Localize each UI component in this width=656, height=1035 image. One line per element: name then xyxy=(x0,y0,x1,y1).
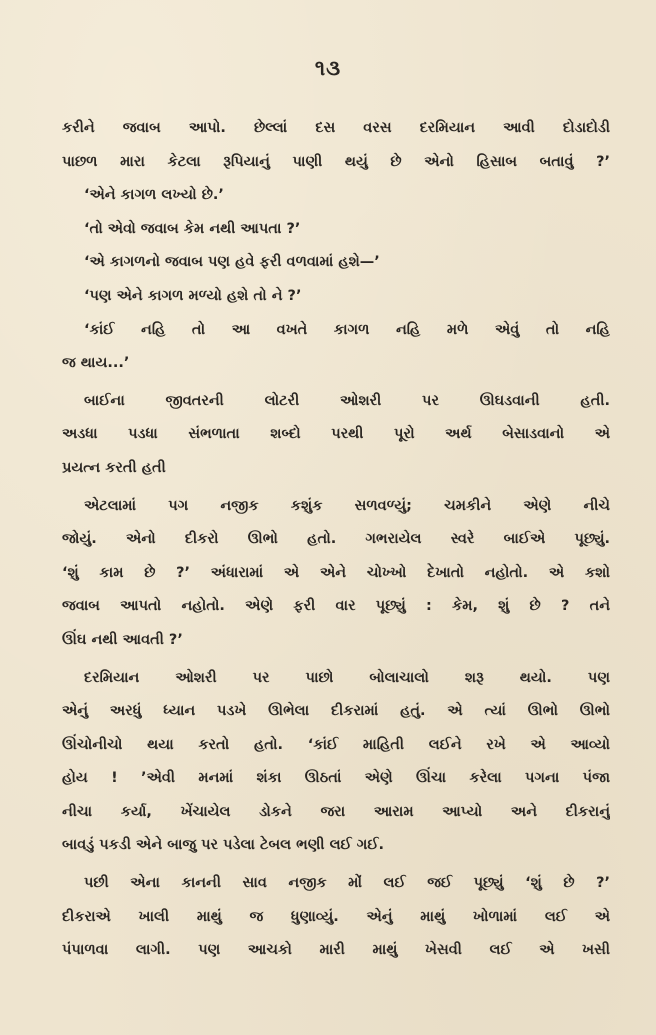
text-line: ‘પણ એને કાગળ મળ્યો હશે તો ને ?’ xyxy=(84,287,302,304)
text-line: ‘કાંઈ નહિ તો આ વખતે કાગળ નહિ મળે એવું તો નહિ xyxy=(84,321,610,338)
text-line: ‘એને કાગળ લખ્યો છે.’ xyxy=(84,187,224,204)
page-number: ૧૩ xyxy=(314,56,342,80)
text-line: બાઈના જીવતરની લોટરી ઓશરી પર ઊઘડવાની હતી. xyxy=(84,392,610,409)
text-line: કરીને જવાબ આપો. છેલ્લાં દસ વરસ દરમિયાન આવી દોડાદોડી xyxy=(62,120,610,136)
text-line: એનું અરધું ધ્યાન પડખે ઊભેલા દીકરામાં હતું. એ ત્યાં ઊભો ઊભો xyxy=(62,703,610,720)
text-line: ‘શું કામ છે ?’ અંધારામાં એ એને ચોખ્ખો દેખાતો નહોતો. એ કશો xyxy=(62,564,610,581)
text-line: પછી એના કાનની સાવ નજીક મોં લઈ જઈ પૂછ્યું ‘શું છે ?’ xyxy=(84,875,610,892)
text-line: પંપાળવા લાગી. પણ આચકો મારી માથું ખેસવી લઈ એ ખસી xyxy=(62,942,610,959)
text-line: એટલામાં પગ નજીક કશુંક સળવળ્યું; ચમકીને એણે નીચે xyxy=(84,497,610,514)
text-line: પ્રયત્ન કરતી હતી xyxy=(62,459,166,476)
text-line: ‘એ કાગળનો જવાબ પણ હવે ફરી વળવામાં હશે—’ xyxy=(84,254,380,271)
text-line: દરમિયાન ઓશરી પર પાછો બોલાચાલો શરૂ થયો. પણ xyxy=(84,669,610,686)
text-line: ‘તો એવો જવાબ કેમ નથી આપતા ?’ xyxy=(84,220,301,237)
text-line: બાવડું પકડી એને બાજુ પર પડેલા ટેબલ ભણી લઈ ગઈ. xyxy=(62,837,385,854)
text-line: નીચા કર્યા, ખેંચાયેલ ડોકને જરા આરામ આપ્યો અને દીકરાનું xyxy=(62,803,610,820)
text-line: હોય ! ’એવી મનમાં શંકા ઊઠતાં એણે ઊંચા કરેલા પગના પંજા xyxy=(62,770,610,787)
text-line: જવાબ આપતો નહોતો. એણે ફરી વાર પૂછ્યું : કેમ, શું છે ? તને xyxy=(62,598,610,615)
text-line: જ થાય...’ xyxy=(62,355,130,372)
body-text xyxy=(62,112,610,968)
text-line: અડધા પડધા સંભળાતા શબ્દો પરથી પૂરો અર્થ બેસાડવાનો એ xyxy=(62,426,610,443)
text-line: જોયું. એનો દીકરો ઊભો હતો. ગભરાયેલ સ્વરે બાઈએ પૂછ્યું. xyxy=(62,531,610,548)
text-line: પાછળ મારા કેટલા રૂપિયાનું પાણી થયું છે એનો હિસાબ બતાવું ?’ xyxy=(62,153,610,170)
text-line: ઊંઘ નથી આવતી ?’ xyxy=(62,631,183,648)
text-line: દીકરાએ ખાલી માથું જ ધુણાવ્યું. એનું માથું ખોળામાં લઈ એ xyxy=(62,908,610,925)
text-line: ઊંચોનીચો થયા કરતો હતો. ‘કાંઈ માહિતી લઈને રખે એ આવ્યો xyxy=(62,736,610,753)
